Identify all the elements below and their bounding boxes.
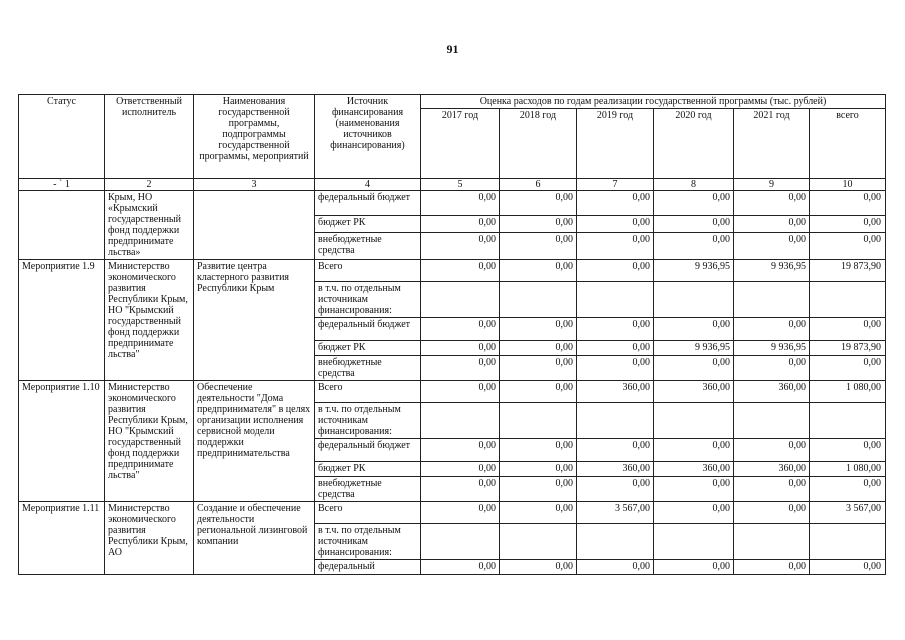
value-cell: 0,00 — [500, 356, 577, 381]
value-cell: 0,00 — [577, 216, 654, 232]
value-cell — [577, 403, 654, 439]
total-cell: 3 567,00 — [810, 502, 886, 524]
value-cell — [500, 282, 577, 318]
value-cell: 0,00 — [577, 560, 654, 575]
index-cell: 9 — [734, 179, 810, 191]
executor-cell: Министерство экономического развития Республики Крым, НО "Крымский государственный фонд поддержки предпринимате льства" — [105, 381, 194, 502]
value-cell — [654, 524, 734, 560]
value-cell: 0,00 — [577, 260, 654, 282]
value-cell — [734, 524, 810, 560]
name-cell: Развитие центра кластерного развития Республики Крым — [194, 260, 315, 381]
value-cell: 0,00 — [734, 502, 810, 524]
expense-table — [18, 94, 886, 575]
status-cell: Мероприятие 1.9 — [19, 260, 105, 381]
value-cell: 9 936,95 — [734, 341, 810, 356]
executor-cell: Министерство экономического развития Республики Крым, НО "Крымский государственный фонд поддержки предпринимате льства" — [105, 260, 194, 381]
status-cell — [19, 191, 105, 260]
source-cell: в т.ч. по отдельным источникам финансирования: — [315, 282, 421, 318]
value-cell: 0,00 — [654, 477, 734, 502]
value-cell: 0,00 — [577, 356, 654, 381]
total-cell: 0,00 — [810, 232, 886, 259]
value-cell — [734, 282, 810, 318]
value-cell: 0,00 — [421, 191, 500, 216]
value-cell: 0,00 — [654, 232, 734, 259]
value-cell: 0,00 — [421, 216, 500, 232]
value-cell — [577, 282, 654, 318]
total-cell: 0,00 — [810, 356, 886, 381]
index-row — [19, 179, 886, 191]
total-cell: 19 873,90 — [810, 260, 886, 282]
header-name: Наименования государственной программы, подпрограммы государственной программы, мероприятий — [194, 95, 315, 179]
header-year: 2020 год — [654, 109, 734, 179]
source-cell: федеральный — [315, 560, 421, 575]
value-cell: 0,00 — [654, 318, 734, 341]
value-cell — [734, 403, 810, 439]
value-cell: 360,00 — [654, 462, 734, 477]
value-cell: 0,00 — [577, 439, 654, 462]
source-cell: Всего — [315, 502, 421, 524]
executor-cell: Крым, НО «Крымский государственный фонд поддержки предпринимате льства» — [105, 191, 194, 260]
executor-cell: Министерство экономического развития Республики Крым, АО — [105, 502, 194, 575]
value-cell: 0,00 — [500, 191, 577, 216]
value-cell: 0,00 — [500, 260, 577, 282]
value-cell: 360,00 — [577, 381, 654, 403]
value-cell: 0,00 — [654, 439, 734, 462]
index-cell: 5 — [421, 179, 500, 191]
header-executor: Ответственный исполнитель — [105, 95, 194, 179]
index-cell: 4 — [315, 179, 421, 191]
header-year: 2017 год — [421, 109, 500, 179]
source-cell: внебюджетные средства — [315, 477, 421, 502]
index-cell: 6 — [500, 179, 577, 191]
value-cell: 0,00 — [500, 477, 577, 502]
status-cell: Мероприятие 1.10 — [19, 381, 105, 502]
value-cell: 0,00 — [734, 318, 810, 341]
status-cell: Мероприятие 1.11 — [19, 502, 105, 575]
index-cell: 10 — [810, 179, 886, 191]
value-cell: 0,00 — [577, 318, 654, 341]
header-status: Статус — [19, 95, 105, 179]
value-cell: 0,00 — [734, 232, 810, 259]
table-row — [19, 502, 886, 524]
value-cell — [654, 282, 734, 318]
source-cell: Всего — [315, 260, 421, 282]
value-cell: 0,00 — [421, 462, 500, 477]
table-row — [19, 191, 886, 216]
name-cell: Создание и обеспечение деятельности региональной лизинговой компании — [194, 502, 315, 575]
total-cell: 0,00 — [810, 560, 886, 575]
value-cell: 0,00 — [577, 232, 654, 259]
value-cell: 0,00 — [500, 560, 577, 575]
source-cell: Всего — [315, 381, 421, 403]
value-cell: 0,00 — [500, 502, 577, 524]
value-cell: 0,00 — [734, 216, 810, 232]
value-cell: 360,00 — [577, 462, 654, 477]
value-cell: 0,00 — [500, 439, 577, 462]
value-cell: 0,00 — [421, 341, 500, 356]
name-cell: Обеспечение деятельности "Дома предпринимателя" в целях организации исполнения сервисной модели поддержки предпринимательства — [194, 381, 315, 502]
source-cell: внебюджетные средства — [315, 232, 421, 259]
value-cell: 0,00 — [654, 560, 734, 575]
value-cell: 0,00 — [500, 462, 577, 477]
header-year: 2019 год — [577, 109, 654, 179]
value-cell: 0,00 — [500, 381, 577, 403]
value-cell — [421, 403, 500, 439]
source-cell: бюджет РК — [315, 462, 421, 477]
page-number: 91 — [446, 42, 459, 56]
total-cell — [810, 282, 886, 318]
source-cell: федеральный бюджет — [315, 318, 421, 341]
index-cell: - ` 1 — [19, 179, 105, 191]
index-cell: 3 — [194, 179, 315, 191]
value-cell: 9 936,95 — [734, 260, 810, 282]
table-body — [19, 191, 886, 575]
value-cell — [654, 403, 734, 439]
value-cell: 360,00 — [654, 381, 734, 403]
value-cell: 0,00 — [734, 356, 810, 381]
value-cell: 0,00 — [654, 502, 734, 524]
value-cell: 3 567,00 — [577, 502, 654, 524]
value-cell: 0,00 — [421, 381, 500, 403]
value-cell — [500, 524, 577, 560]
table-row — [19, 260, 886, 282]
value-cell: 0,00 — [421, 318, 500, 341]
value-cell: 0,00 — [654, 191, 734, 216]
total-cell — [810, 403, 886, 439]
header-source: Источник финансирования (наименования источников финансирования) — [315, 95, 421, 179]
total-cell: 1 080,00 — [810, 381, 886, 403]
value-cell: 0,00 — [421, 232, 500, 259]
value-cell: 0,00 — [500, 341, 577, 356]
value-cell — [577, 524, 654, 560]
total-cell: 0,00 — [810, 318, 886, 341]
total-cell: 0,00 — [810, 439, 886, 462]
header-total: всего — [810, 109, 886, 179]
value-cell: 0,00 — [734, 439, 810, 462]
source-cell: в т.ч. по отдельным источникам финансирования: — [315, 403, 421, 439]
value-cell: 0,00 — [500, 232, 577, 259]
value-cell: 0,00 — [421, 356, 500, 381]
index-cell: 8 — [654, 179, 734, 191]
total-cell: 0,00 — [810, 477, 886, 502]
header-year: 2021 год — [734, 109, 810, 179]
value-cell: 0,00 — [734, 560, 810, 575]
value-cell: 0,00 — [577, 191, 654, 216]
value-cell: 360,00 — [734, 462, 810, 477]
value-cell: 0,00 — [421, 560, 500, 575]
total-cell — [810, 524, 886, 560]
value-cell: 0,00 — [654, 216, 734, 232]
value-cell: 0,00 — [500, 318, 577, 341]
value-cell: 0,00 — [577, 341, 654, 356]
value-cell: 0,00 — [421, 439, 500, 462]
value-cell — [421, 282, 500, 318]
name-cell — [194, 191, 315, 260]
value-cell: 9 936,95 — [654, 260, 734, 282]
value-cell: 360,00 — [734, 381, 810, 403]
value-cell: 0,00 — [654, 356, 734, 381]
source-cell: в т.ч. по отдельным источникам финансирования: — [315, 524, 421, 560]
total-cell: 0,00 — [810, 216, 886, 232]
index-cell: 7 — [577, 179, 654, 191]
total-cell: 0,00 — [810, 191, 886, 216]
table-row — [19, 381, 886, 403]
source-cell: федеральный бюджет — [315, 439, 421, 462]
header-estimate: Оценка расходов по годам реализации государственной программы (тыс. рублей) — [421, 95, 886, 109]
total-cell: 19 873,90 — [810, 341, 886, 356]
value-cell: 0,00 — [421, 477, 500, 502]
value-cell: 0,00 — [421, 260, 500, 282]
value-cell: 0,00 — [421, 502, 500, 524]
value-cell: 0,00 — [734, 191, 810, 216]
source-cell: федеральный бюджет — [315, 191, 421, 216]
index-cell: 2 — [105, 179, 194, 191]
value-cell: 9 936,95 — [654, 341, 734, 356]
source-cell: бюджет РК — [315, 341, 421, 356]
value-cell: 0,00 — [734, 477, 810, 502]
value-cell — [500, 403, 577, 439]
total-cell: 1 080,00 — [810, 462, 886, 477]
source-cell: внебюджетные средства — [315, 356, 421, 381]
header-year: 2018 год — [500, 109, 577, 179]
source-cell: бюджет РК — [315, 216, 421, 232]
value-cell: 0,00 — [500, 216, 577, 232]
value-cell — [421, 524, 500, 560]
value-cell: 0,00 — [577, 477, 654, 502]
